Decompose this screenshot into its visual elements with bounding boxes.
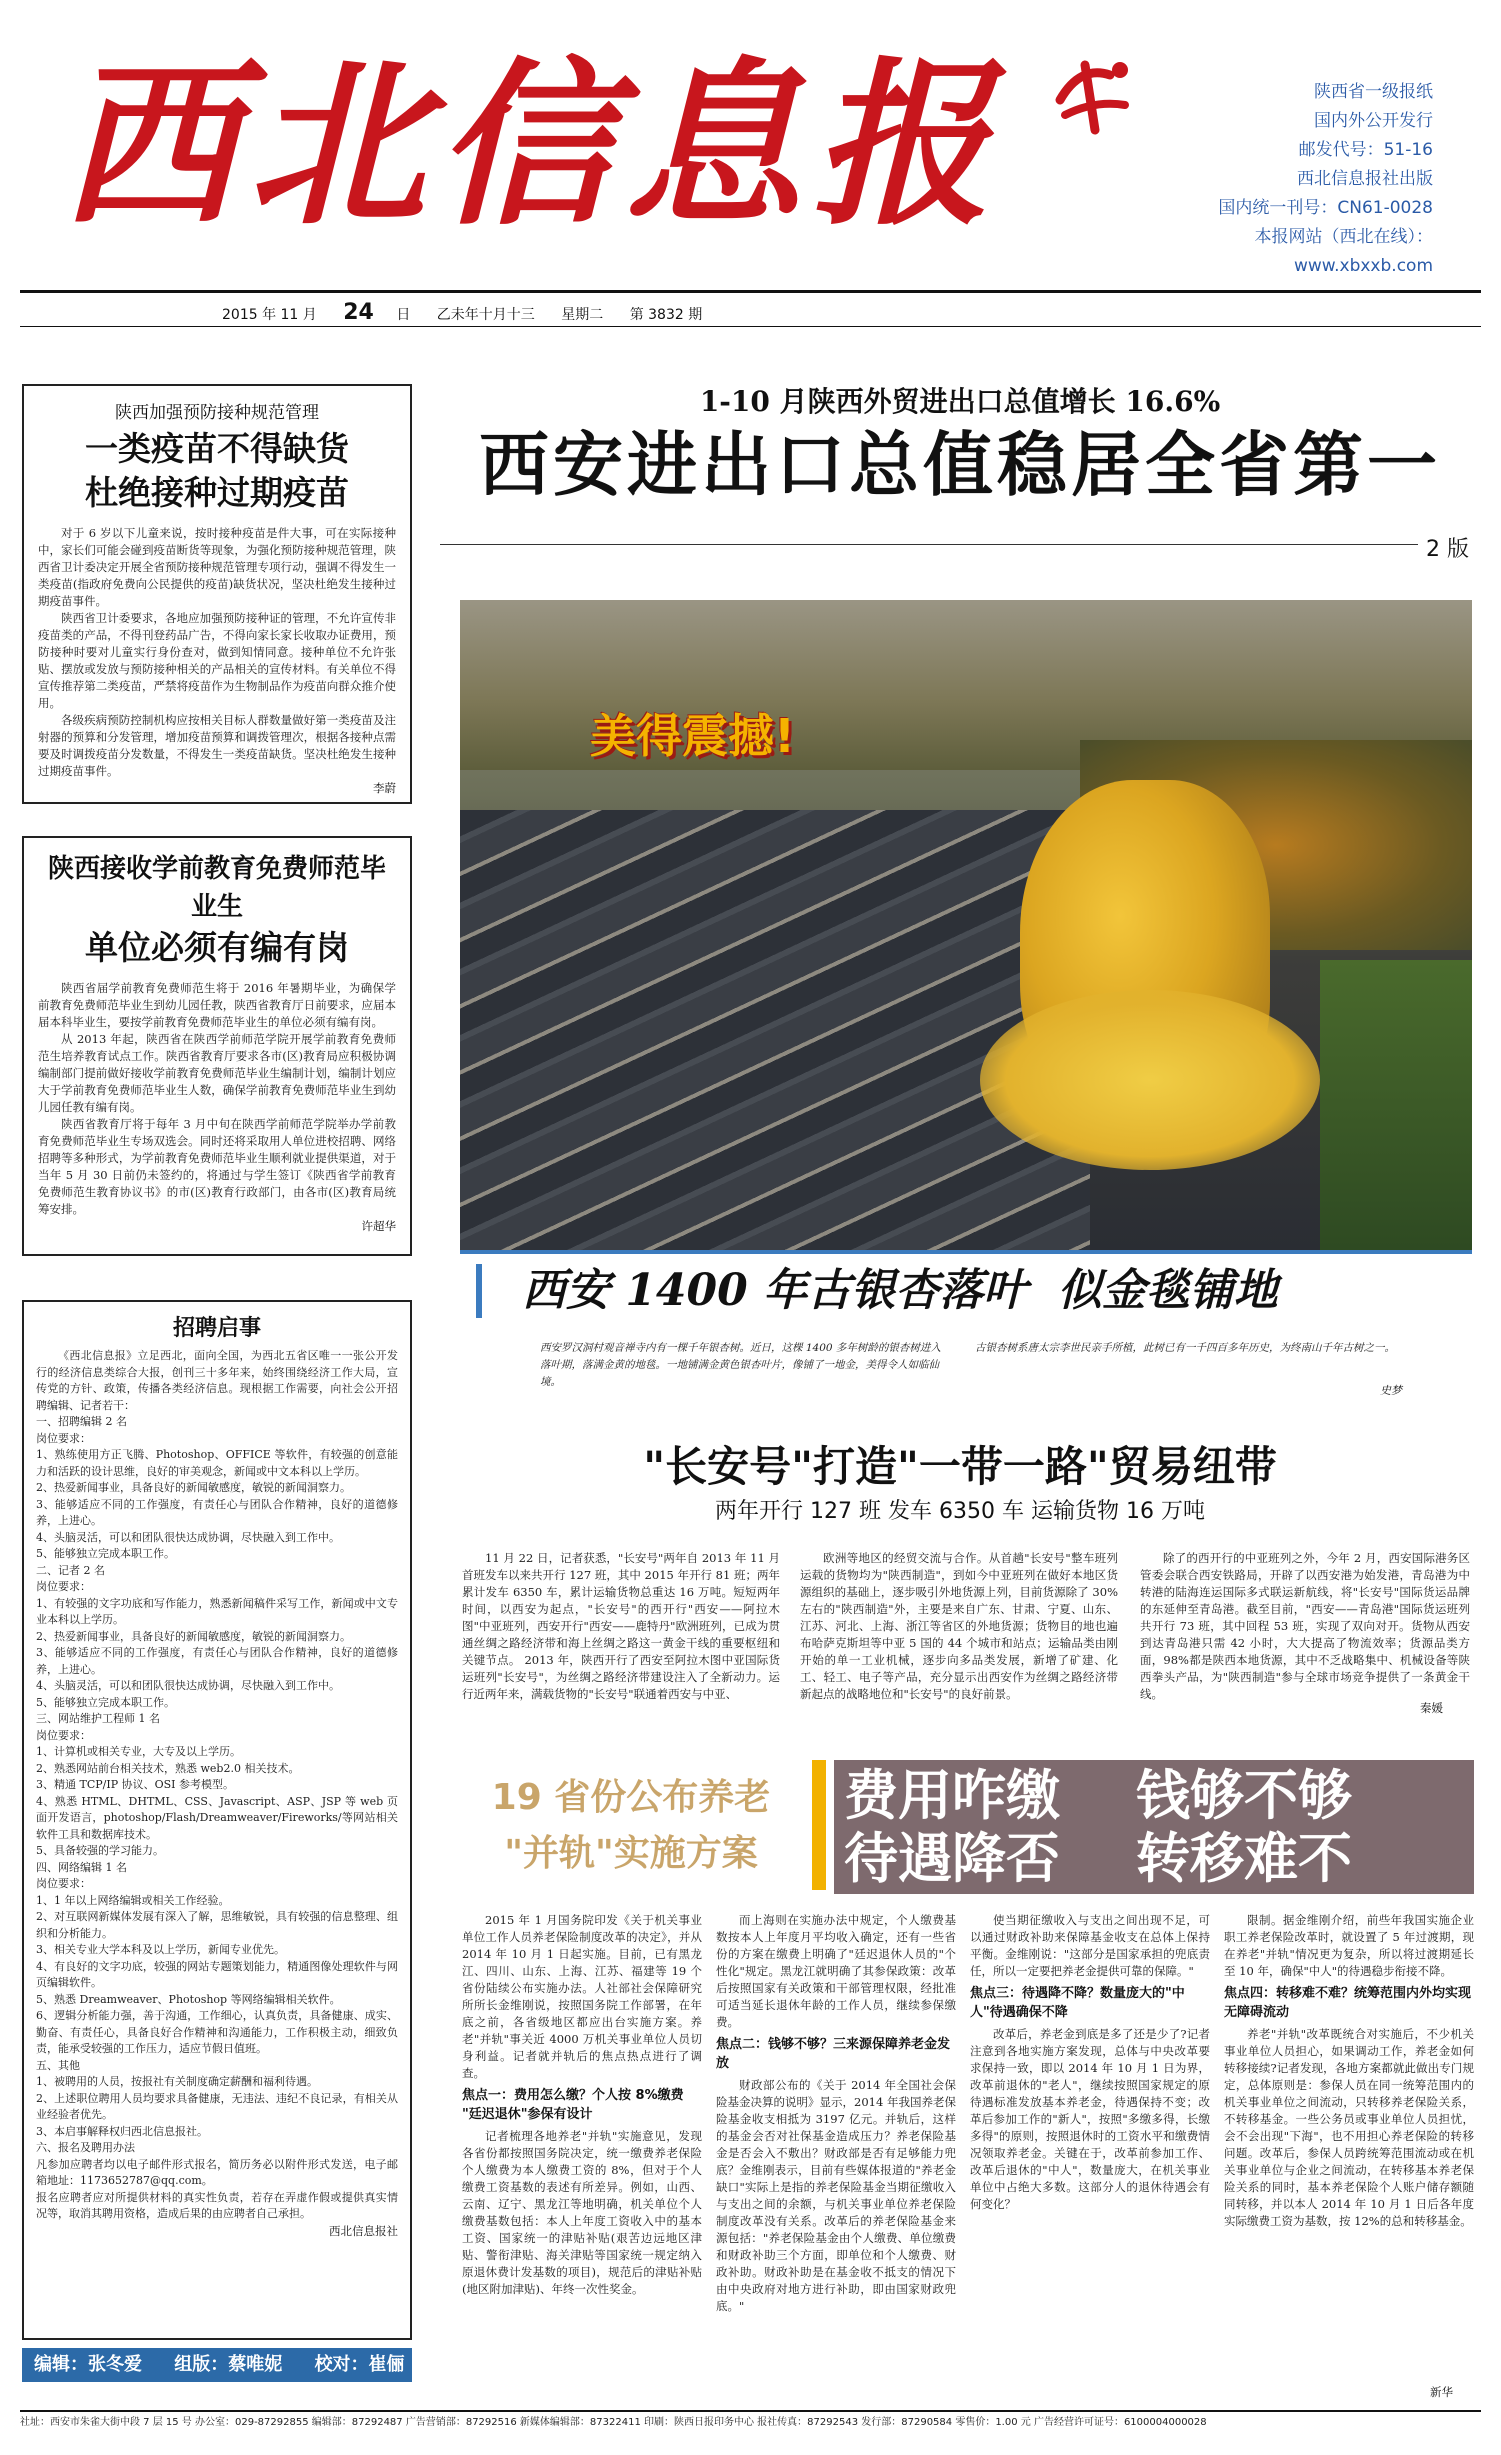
pension-paragraph: 而上海则在实施办法中规定，个人缴费基数按本人上年度月平均收入确定，还有一些省份的方案在缴费上明确了"廷迟退休人员的"个性化"规定。黑龙江就明确了其参保政策：改革后按照国家有关政策和干部管理权限，经批准可适当延长退休年龄的工作人员，继续参保缴费。	[716, 1913, 956, 2029]
recruit-paragraph: 1、1 年以上网络编辑或相关工作经验。	[36, 1893, 230, 1907]
pension-paragraph: 使当期征缴收入与支出之间出现不足，可以通过财政补助来保障基金收支在总体上保持平衡。金维刚说："这部分是国家承担的兜底责任，所以一定要把养老金提供可靠的保障。"	[970, 1913, 1210, 1978]
credit-layout: 组版：蔡唯妮	[174, 2354, 283, 2375]
recruit-paragraph: 4、头脑灵活，可以和团队很快达成协调，尽快融入到工作中。	[36, 1679, 340, 1692]
pension-banner-row	[844, 1764, 1464, 1827]
recruit-paragraph: 6、逻辑分析能力强，善于沟通，工作细心，认真负责，具备健康、成实、勤奋、有责任心，具备良好合作精神和沟通能力，工作积极主动，细致负责，能承受较强的工作压力，适应节假日值班。	[36, 2009, 398, 2055]
pension-title	[462, 1770, 800, 1882]
recruit-paragraph: 凡参加应聘者均以电子邮件形式报名，简历务必以附件形式发送，电子邮箱地址：1173652787@qq.com。	[36, 2157, 398, 2187]
brief-paragraph: 陕西省届学前教育免费师范生将于 2016 年暑期毕业，为确保学前教育免费师范毕业生到幼儿园任教，陕西省教育厅日前要求，应届本届本科毕业生，要按学前教育免费师范毕业生的单位必须有编有岗。	[38, 981, 396, 1029]
photo-overlay-text: 美得震撼!	[590, 709, 795, 763]
pension-title-line: 19 省份公布养老	[491, 1777, 771, 1818]
pension-banner-phrase: 费用咋缴	[844, 1764, 1060, 1827]
recruit-paragraph: 5、能够独立完成本职工作。	[36, 1547, 175, 1560]
date-year-month: 2015 年 11 月	[222, 307, 317, 323]
lead-jump: 2 版	[1418, 532, 1469, 563]
date-weekday: 星期二	[561, 307, 604, 323]
pension-column	[1224, 1912, 1474, 2382]
recruit-paragraph: 四、网络编辑 1 名	[36, 1860, 127, 1874]
brief-paragraph: 各级疾病预防控制机构应按相关目标人群数量做好第一类疫苗及注射器的预算和分发管理，增加疫苗预算和调拨管理次，根据各接种点需要及时调拨疫苗分发数量，不得发生一类疫苗缺货。坚决杜绝发生接种过期疫苗事件。	[38, 713, 396, 778]
photo-caption-left: 西安罗汉洞村观音禅寺内有一棵千年银杏树。近日，这棵 1400 多年树龄的银杏树进入落叶期，落满金黄的地毯。一地铺满金黄色银杏叶片，像铺了一地金，美得令人如临仙境。	[540, 1342, 941, 1388]
pension-column	[462, 1912, 702, 2402]
pension-paragraph: 限制。据金维刚介绍，前些年我国实施企业职工养老保险改革时，就设置了 5 年过渡期，现在养老"并轨"情况更为复杂，所以将过渡期延长至 10 年，确保"中人"的待遇稳步衔接不降。	[1224, 1913, 1474, 1978]
pension-paragraph: 养老"并轨"改革既统合对实施后，不少机关事业单位人员担心，如果调动工作，养老金如何转移接续?记者发现，各地方案都就此做出专门规定，总体原则是：参保人员在同一统筹范围内的机关事业单位之间流动，只转移养老保险关系，不转移基金。一些公务员或事业单位人员担忧，会不会出现"下海"，也不用担心养老保险的转移问题。改革后，参保人员跨统筹范围流动或在机关事业单位与企业之间流动，在转移基本养老保险关系的同时，基本养老保险个人账户储存额随同转移，并以本人 2014 年 10 月 1 日后各年度实际缴费工资为基数，按 12%的总和转移基金。	[1224, 2027, 1474, 2228]
trade-column: 11 月 22 日，记者获悉，"长安号"两年自 2013 年 11 月首班发车以来共开行 127 班，其中 2015 年开行 81 班；两年累计发车 6350 车，累计运输货物总重达 16 万吨。短短两年时间，以西安为起点，"长安号"的西开行"西安——阿拉木图"中亚班列，西安开行"西安——鹿特丹"欧洲班列，已成为贯通丝绸之路经济带和海上丝绸之路这一黄金干线的重要枢纽和关键节点。 2013 年，陕西开行了西安至阿拉木图中亚国际货运班列"长安号"，为丝绸之路经济带建设注入了全新动力。运行近两年来，满载货物的"长安号"联通着西安与中亚、	[462, 1551, 780, 1701]
recruit-paragraph: 六、报名及聘用办法	[36, 2141, 135, 2154]
trade-byline: 秦媛	[1420, 1701, 1443, 1715]
pub-info-line: 陕西省一级报纸	[1314, 82, 1433, 102]
brief-byline: 李蔚	[373, 781, 396, 795]
pension-paragraph: 2015 年 1 月国务院印发《关于机关事业单位工作人员养老保险制度改革的决定》，并从 2014 年 10 月 1 日起实施。目前，已有黑龙江、四川、山东、上海、江苏、福建等 19 个省份陆续公布实施办法。人社部社会保障研究所所长金维刚说，按照国务院工作部署，在年底之前，各省级地区都应出台实施方案。养老"并轨"事关近 4000 万机关事业单位人员切身利益。记者就并轨后的焦点热点进行了调查。	[462, 1913, 702, 2080]
recruit-paragraph: 3、本启事解释权归西北信息报社。	[36, 2124, 208, 2138]
credit-editor: 编辑：张冬爱	[34, 2354, 142, 2375]
recruit-paragraph: 4、头脑灵活，可以和团队很快达成协调，尽快融入到工作中。	[36, 1530, 340, 1544]
recruit-paragraph: 报名应聘者应对所提供材料的真实性负责，若存在弄虚作假或提供真实情况等，取消其聘用资格，造成后果的由应聘者自己承担。	[36, 2190, 398, 2220]
recruit-paragraph: 4、有良好的文字功底，较强的网站专题策划能力，精通图像处理软件与网页编辑软件。	[36, 1959, 398, 1989]
pension-column	[716, 1912, 956, 2402]
pub-info-line: 国内统一刊号：CN61-0028	[1218, 198, 1433, 218]
dateline	[222, 300, 724, 325]
recruit-paragraph: 1、被聘用的人员，按报社有关制度确定薪酬和福利待遇。	[36, 2075, 318, 2088]
pub-info-line: 西北信息报社出版	[1297, 169, 1433, 189]
recruit-paragraph: 2、热爱新闻事业，具备良好的新闻敏感度，敏锐的新闻洞察力。	[36, 1481, 351, 1494]
pension-focus-heading: 焦点二：钱够不够？三来源保障养老金发放	[716, 2037, 951, 2071]
brief-paragraph: 陕西省教育厅将于每年 3 月中旬在陕西学前师范学院举办学前教育免费师范毕业生专场双选会。同时还将采取用人单位进校招聘、网络招聘等多种形式，为学前教育免费师范毕业生顺利就业提供渠道，对于当年 5 月 30 日前仍未签约的，将通过与学生签订《陕西省学前教育免费师范生教育协议书》的市(区)教育行政部门，由各市(区)教育局统筹安排。	[38, 1117, 396, 1216]
credit-proof: 校对：崔俪	[314, 2354, 405, 2375]
recruit-paragraph: 3、相关专业大学本科及以上学历，新闻专业优先。	[36, 1943, 285, 1956]
trade-headline: "长安号"打造"一带一路"贸易纽带	[643, 1442, 1277, 1491]
newspaper-logo-icon	[1040, 45, 1140, 145]
recruit-paragraph: 2、上述职位聘用人员均要求具备健康，无违法、违纪不良记录，有相关从业经验者优先。	[36, 2091, 398, 2121]
pension-focus-heading: 焦点一：费用怎么缴？个人按 8%缴费 "廷迟退休"参保有设计	[462, 2088, 684, 2122]
editorial-credits	[22, 2348, 412, 2382]
photo-byline: 史梦	[1380, 1384, 1402, 1397]
photo-title: 西安 1400 年古银杏落叶 似金毯铺地	[476, 1264, 1460, 1318]
date-lunar: 乙未年十月十三	[436, 307, 535, 323]
newspaper-masthead: 西北信息报	[60, 40, 1000, 249]
pension-banner-phrase: 待遇降否	[844, 1827, 1060, 1890]
pension-banner-phrase: 转移难不	[1136, 1827, 1352, 1890]
pension-focus-heading: 焦点三：待遇降不降？数量庞大的"中人"待遇确保不降	[970, 1986, 1185, 2020]
brief-paragraph: 对于 6 岁以下儿童来说，按时接种疫苗是件大事，可在实际接种中，家长们可能会碰到疫苗断货等现象，为强化预防接种规范管理，陕西省卫计委决定开展全省预防接种规范管理专项行动，强调不得发生一类疫苗(指政府免费向公民提供的疫苗)缺货状况，坚决杜绝发生接种过期疫苗事件。	[38, 526, 396, 608]
recruit-paragraph: 一、招聘编辑 2 名	[36, 1415, 127, 1428]
pension-accent-bar	[812, 1760, 826, 1890]
recruit-paragraph: 2、对互联网新媒体发展有深入了解，思维敏锐，具有较强的信息整理、组织和分析能力。	[36, 1910, 398, 1940]
lead-rule	[440, 544, 1440, 545]
lead-headline: 西安进出口总值稳居全省第一	[479, 423, 1441, 506]
recruit-byline: 西北信息报社	[329, 2223, 398, 2238]
recruit-paragraph: 5、具备较强的学习能力。	[36, 1844, 164, 1857]
pension-column	[970, 1912, 1210, 2402]
recruit-paragraph: 3、能够适应不同的工作强度，有责任心与团队合作精神，良好的道德修养，上进心。	[36, 1646, 398, 1676]
photo-rule	[460, 1250, 1472, 1254]
recruit-paragraph: 3、能够适应不同的工作强度，有责任心与团队合作精神，良好的道德修养，上进心。	[36, 1497, 398, 1527]
pension-byline: 新华	[1430, 2385, 1453, 2399]
ginkgo-photo	[460, 600, 1472, 1250]
pub-info-line: 国内外公开发行	[1314, 111, 1433, 131]
brief-headline: 杜绝接种过期疫苗	[85, 473, 349, 512]
pub-info-line: 本报网站（西北在线）：www.xbxxb.com	[1254, 227, 1433, 276]
pension-paragraph: 记者梳理各地养老"并轨"实施意见，发现各省份都按照国务院决定，统一缴费养老保险个人缴费为本人缴费工资的 8%，但对于个人缴费工资基数的表述有所差异。例如，山西、云南、辽宁、黑龙江等地明确，机关单位个人缴费基数包括：本人上年度工资收入中的基本工资、国家统一的津贴补贴(艰苦边远地区津贴、警衔津贴、海关津贴等国家统一规定纳入原退休费计发基数的项目)，规范后的津贴补贴(地区附加津贴)、年终一次性奖金。	[462, 2129, 702, 2296]
pension-focus-heading: 焦点四：转移难不难？统筹范围内外均实现无障碍流动	[1224, 1986, 1472, 2020]
brief-headline: 一类疫苗不得缺货	[85, 429, 349, 468]
issue-number: 第 3832 期	[629, 307, 703, 323]
recruit-heading: 招聘启事	[172, 1315, 261, 1341]
photo-green-trees	[1320, 960, 1472, 1250]
publication-info	[1133, 78, 1433, 281]
photo-temple-roofs	[460, 810, 1090, 1250]
brief-kicker: 陕西加强预防接种规范管理	[115, 403, 319, 423]
recruit-paragraph: 1、熟练使用方正飞腾、Photoshop、OFFICE 等软件，有较强的创意能力和活跃的设计思维，良好的审美观念，新闻或中文本科以上学历。	[36, 1448, 398, 1478]
trade-column: 欧洲等地区的经贸交流与合作。从首趟"长安号"整车班列运载的货物均为"陕西制造"，到如今中亚班列在做好本地区货源组织的基础上，逐步吸引外地货源上列，目前货源除了 30%左右的"陕西制造"外，主要是来自广东、甘肃、宁夏、山东、江苏、河北、上海、浙江等省区的外地货源；货物目的地也遍布哈萨克斯坦等中亚 5 国的 44 个城市和站点；运输品类由刚开始的单一工业机械，逐步向多品类发展，新增了矿建、化工、轻工、电子等产品，充分显示出西安作为丝绸之路经济带新起点的战略地位和"长安号"的良好前景。	[800, 1551, 1118, 1701]
recruit-paragraph: 5、熟悉 Dreamweaver、Photoshop 等网络编辑相关软件。	[36, 1992, 341, 2006]
pension-banner-text	[844, 1764, 1464, 1890]
dateline-rule	[20, 326, 1481, 327]
brief-paragraph: 从 2013 年起，陕西省在陕西学前师范学院开展学前教育免费师范生培养教育试点工作。陕西省教育厅要求各市(区)教育局应积极协调编制部门提前做好接收学前教育免费师范毕业生编制计划，编制计划应大于学前教育免费师范毕业生人数，确保学前教育免费师范毕业生到幼儿园任教有编有岗。	[38, 1032, 396, 1114]
recruitment-notice	[22, 1300, 412, 2340]
brief-vaccine	[22, 384, 412, 804]
recruit-paragraph: 1、有较强的文字功底和写作能力，熟悉新闻稿件采写工作，新闻或中文专业本科以上学历。	[36, 1596, 398, 1626]
trade-subhead: 两年开行 127 班 发车 6350 车 运输货物 16 万吨	[715, 1499, 1205, 1524]
recruit-paragraph: 岗位要求：	[36, 1431, 91, 1445]
date-day: 24	[343, 300, 374, 325]
pension-title-line: "并轨"实施方案	[504, 1833, 758, 1874]
brief-byline: 许超华	[361, 1219, 396, 1233]
recruit-body	[36, 1348, 398, 2223]
photo-caption-right: 古银杏树系唐太宗李世民亲手所植，此树已有一千四百多年历史，为终南山千年古树之一。	[975, 1342, 1395, 1354]
brief-headline: 单位必须有编有岗	[85, 928, 349, 967]
recruit-paragraph: 岗位要求：	[36, 1877, 91, 1890]
recruit-paragraph: 4、熟悉 HTML、DHTML、CSS、Javascript、ASP、JSP 等 web 页面开发语言，photoshop/Flash/Dreamweaver/Fireworks/等网站相关软件工具和数据库技术。	[36, 1794, 398, 1841]
lead-kicker: 1-10 月陕西外贸进出口总值增长 16.6%	[699, 385, 1221, 418]
pension-banner-phrase: 钱够不够	[1136, 1764, 1352, 1827]
recruit-paragraph: 岗位要求：	[36, 1580, 91, 1593]
date-day-suffix: 日	[396, 307, 411, 323]
recruit-paragraph: 岗位要求：	[36, 1728, 91, 1742]
recruit-paragraph: 三、网站维护工程师 1 名	[36, 1712, 160, 1725]
recruit-paragraph: 2、熟悉网站前台相关技术，熟悉 web2.0 相关技术。	[36, 1761, 300, 1775]
trade-column: 除了的西开行的中亚班列之外，今年 2 月，西安国际港务区管委会联合西安铁路局，开辟了以西安港为始发港，青岛港为中转港的陆海连运国际多式联运新航线，将"长安号"国际货运品牌的东延伸至青岛港。截至目前，"西安——青岛港"国际货运班列共开行 73 班，其中回程 53 班，实现了双向对开。货物从西安到达青岛港只需 42 小时，大大提高了物流效率；货源品类方面，98%都是陕西本地货源，其中不乏战略集中、机械设备等陕西拳头产品，为"陕西制造"参与全球市场竞争提供了一条黄金干线。	[1140, 1551, 1470, 1701]
recruit-paragraph: 2、热爱新闻事业，具备良好的新闻敏感度，敏锐的新闻洞察力。	[36, 1629, 351, 1643]
recruit-paragraph: 《西北信息报》立足西北，面向全国，为西北五省区唯一一张公开发行的经济信息类综合大报，创刊三十多年来，始终围绕经济工作大局，宣传党的方针、政策，传播各类经济信息。现根据工作需要，向社会公开招聘编辑、记者若干：	[36, 1349, 398, 1412]
brief-teachers	[22, 836, 412, 1256]
recruit-paragraph: 5、能够独立完成本职工作。	[36, 1695, 175, 1709]
masthead-rule	[20, 290, 1481, 293]
brief-headline: 陕西接收学前教育免费师范毕业生	[47, 854, 386, 922]
recruit-paragraph: 1、计算机或相关专业，大专及以上学历。	[36, 1745, 241, 1758]
recruit-paragraph: 五、其他	[36, 2058, 80, 2072]
recruit-paragraph: 3、精通 TCP/IP 协议、OSI 参考模型。	[36, 1778, 234, 1791]
recruit-paragraph: 二、记者 2 名	[36, 1563, 105, 1577]
photo-golden-leaf-carpet	[980, 990, 1320, 1170]
pension-banner	[834, 1760, 1474, 1894]
pension-banner-row	[844, 1827, 1464, 1890]
pub-info-line: 邮发代号：51-16	[1298, 140, 1433, 160]
pension-paragraph: 财政部公布的《关于 2014 年全国社会保险基金决算的说明》显示，2014 年我国养老保险基金收支相抵为 3197 亿元。并轨后，这样的基金会否对社保基金造成压力？养老保险基金是否会入不敷出？财政部是否有足够能力兜底？金维刚表示，目前有些媒体报道的"养老金缺口"实际上是指的养老保险基金当期征缴收入与支出之间的余额，与机关事业单位养老保险制度改革没有关系。改革后的养老保险基金来源包括："养老保险基金由个人缴费、单位缴费和财政补助三个方面，即单位和个人缴费、财政补助。财政补助是在基金收不抵支的情况下由中央政府对地方进行补助，即由国家财政兜底。"	[716, 2078, 956, 2313]
pension-paragraph: 改革后，养老金到底是多了还是少了?记者注意到各地实施方案发现，总体与中央改革要求保持一致，即以 2014 年 10 月 1 日为界，改革前退休的"老人"，继续按照国家规定的原待遇标准发放基本养老金，待遇保持不变；改革后参加工作的"新人"，按照"多缴多得，长缴多得"的原则，按照退休时的工资水平和缴费情况领取养老金。关键在于，改革前参加工作、改革后退休的"中人"，数量庞大，在机关事业单位中占绝大多数。这部分人的退休待遇会有何变化？	[970, 2027, 1210, 2211]
brief-paragraph: 陕西省卫计委要求，各地应加强预防接种证的管理，不允许宣传非疫苗类的产品，不得刊登药品广告，不得向家长家长收取办证费用，预防接种时要对儿童实行身份查对，做到知情同意。接种单位不允许张贴、摆放或发放与预防接种相关的产品相关的宣传材料。有关单位不得宣传推荐第二类疫苗，严禁将疫苗作为生物制品作为疫苗向群众推介使用。	[38, 611, 396, 710]
footer-contact-bar: 社址：西安市朱雀大街中段 7 层 15 号 办公室：029-87292855 编辑部：87292487 广告营销部：87292516 新媒体编辑部：87322411 印刷：陕西日报印务中心 报社传真：87292543 发行部：87290584 零售价：1.00 元 广告经营许可证号：6100004000028	[20, 2410, 1481, 2434]
